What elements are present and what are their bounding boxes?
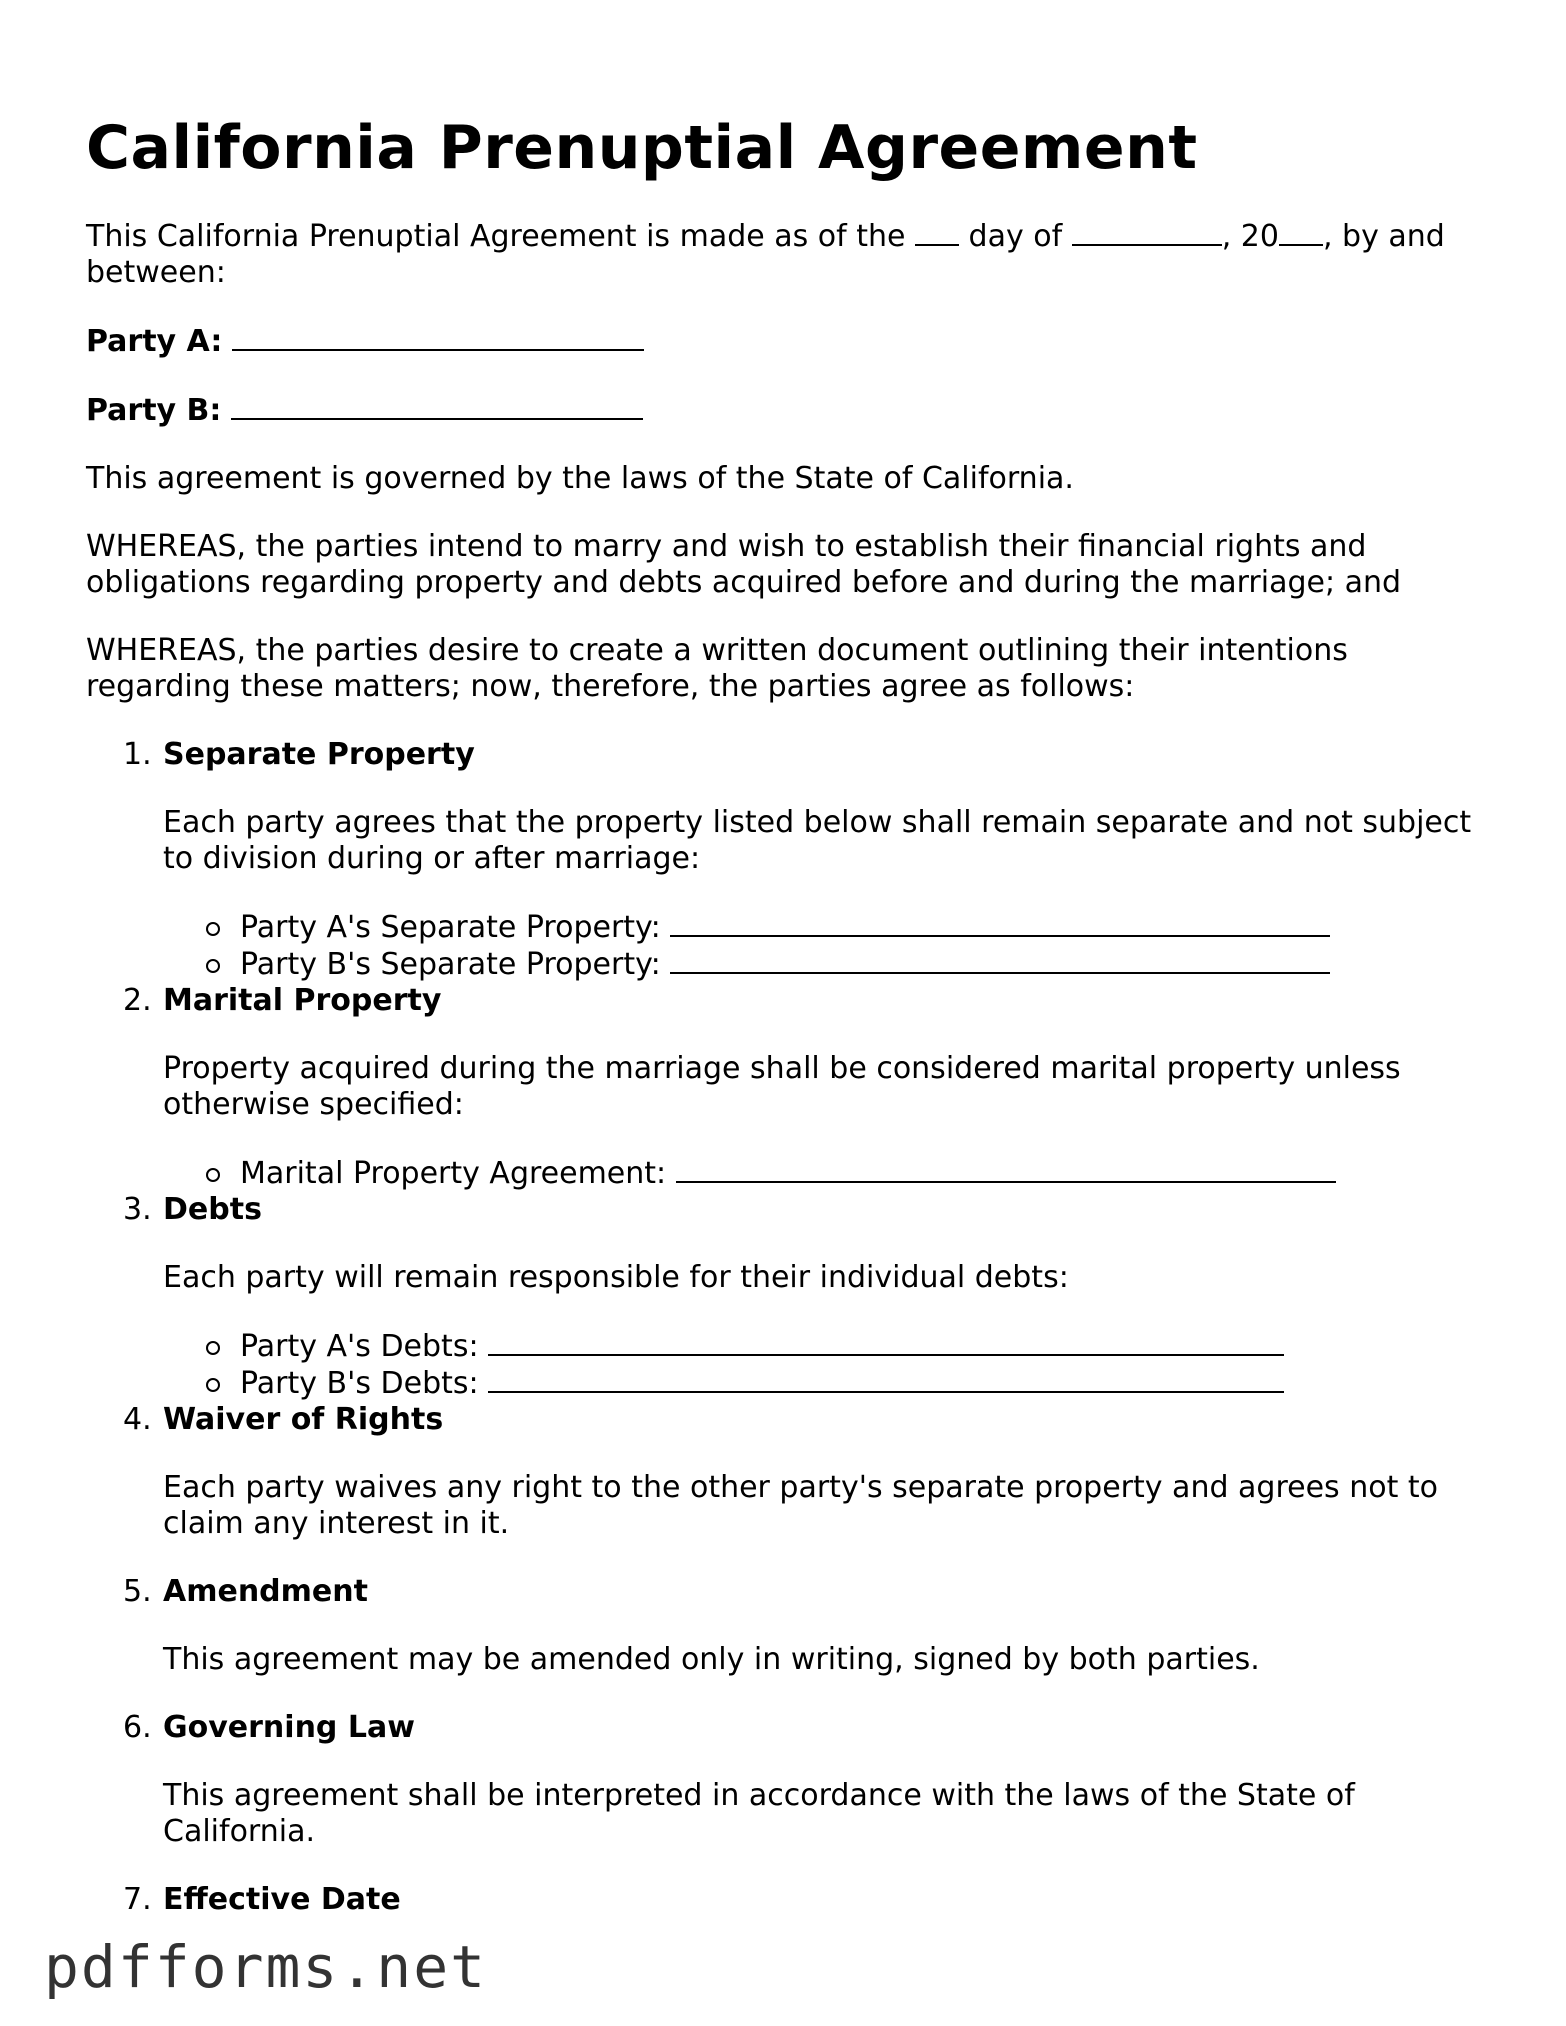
section-body: Each party agrees that the property listed below shall remain separate and not subject to division during or after marriage: (163, 805, 1472, 876)
section-number: 1. (123, 737, 152, 772)
section-body: Property acquired during the marriage shall be considered marital property unless otherwise specified: (163, 1051, 1401, 1122)
section-title: Governing Law (163, 1710, 415, 1745)
section-title: Separate Property (163, 737, 475, 772)
section-number: 5. (123, 1574, 152, 1609)
section-title: Effective Date (163, 1882, 401, 1917)
section-number: 6. (123, 1710, 152, 1745)
intro-text-3: , 20 (1221, 219, 1279, 254)
intro-text-4: , by and between: (86, 219, 1445, 290)
circle-bullet-icon (206, 1168, 220, 1182)
section-body: This agreement may be amended only in writing, signed by both parties. (163, 1642, 1260, 1677)
circle-bullet-icon (206, 1378, 220, 1392)
party-b-line (86, 392, 1486, 429)
whereas-paragraph-1: WHEREAS, the parties intend to marry and wish to establish their financial rights and obligations regarding property and debts acquired before and during the marriage; and (86, 529, 1402, 600)
day-blank (915, 218, 959, 246)
list-item (163, 1328, 1486, 1365)
list-item-label: Party B's Separate Property: (240, 947, 671, 982)
circle-bullet-icon (206, 959, 220, 973)
whereas-paragraph-2: WHEREAS, the parties desire to create a written document outlining their intentions regarding these matters; now, therefore, the parties agree as follows: (86, 633, 1348, 704)
list-item-label: Party A's Separate Property: (240, 910, 671, 945)
sub-list (163, 1155, 1486, 1192)
party-a-label: Party A: (86, 324, 223, 359)
list-item (163, 946, 1486, 983)
section-effective-date (86, 1882, 1486, 1918)
fill-blank (488, 1365, 1284, 1393)
section-number: 2. (123, 983, 152, 1018)
document-page (86, 108, 1486, 1918)
list-item-label: Party A's Debts: (240, 1329, 489, 1364)
watermark-logo: pdfforms.net (44, 1933, 488, 2001)
intro-text-2: day of (959, 219, 1072, 254)
fill-blank (670, 909, 1330, 937)
list-item-label: Marital Property Agreement: (240, 1156, 676, 1191)
party-b-label: Party B: (86, 393, 222, 428)
section-body: Each party will remain responsible for their individual debts: (163, 1260, 1069, 1295)
section-title: Waiver of Rights (163, 1402, 444, 1437)
circle-bullet-icon (206, 1341, 220, 1355)
governed-paragraph: This agreement is governed by the laws of the State of California. (86, 461, 1074, 496)
section-body: This agreement shall be interpreted in accordance with the laws of the State of California. (163, 1778, 1355, 1849)
sub-list (163, 1328, 1486, 1402)
sub-list (163, 909, 1486, 983)
circle-bullet-icon (206, 922, 220, 936)
intro-text-1: This California Prenuptial Agreement is made as of the (86, 219, 916, 254)
fill-blank (676, 1155, 1336, 1183)
list-item (163, 1155, 1486, 1192)
section-number: 7. (123, 1882, 152, 1917)
party-b-blank (231, 392, 643, 420)
party-a-blank (232, 323, 644, 351)
list-item (163, 1365, 1486, 1402)
section-title: Marital Property (163, 983, 442, 1018)
section-title: Debts (163, 1192, 262, 1227)
section-number: 4. (123, 1402, 152, 1437)
section-waiver-of-rights (86, 1402, 1486, 1542)
year-blank (1279, 218, 1323, 246)
section-number: 3. (123, 1192, 152, 1227)
intro-paragraph (86, 218, 1486, 291)
party-a-line (86, 323, 1486, 360)
fill-blank (488, 1328, 1284, 1356)
sections-list (86, 737, 1486, 1918)
section-marital-property (86, 983, 1486, 1192)
section-amendment (86, 1574, 1486, 1678)
list-item-label: Party B's Debts: (240, 1366, 489, 1401)
section-title: Amendment (163, 1574, 368, 1609)
list-item (163, 909, 1486, 946)
section-body: Each party waives any right to the other party's separate property and agrees not to claim any interest in it. (163, 1470, 1438, 1541)
section-separate-property (86, 737, 1486, 983)
section-debts (86, 1192, 1486, 1402)
fill-blank (670, 946, 1330, 974)
section-governing-law (86, 1710, 1486, 1850)
month-blank (1072, 218, 1222, 246)
page-title: California Prenuptial Agreement (86, 113, 1198, 183)
